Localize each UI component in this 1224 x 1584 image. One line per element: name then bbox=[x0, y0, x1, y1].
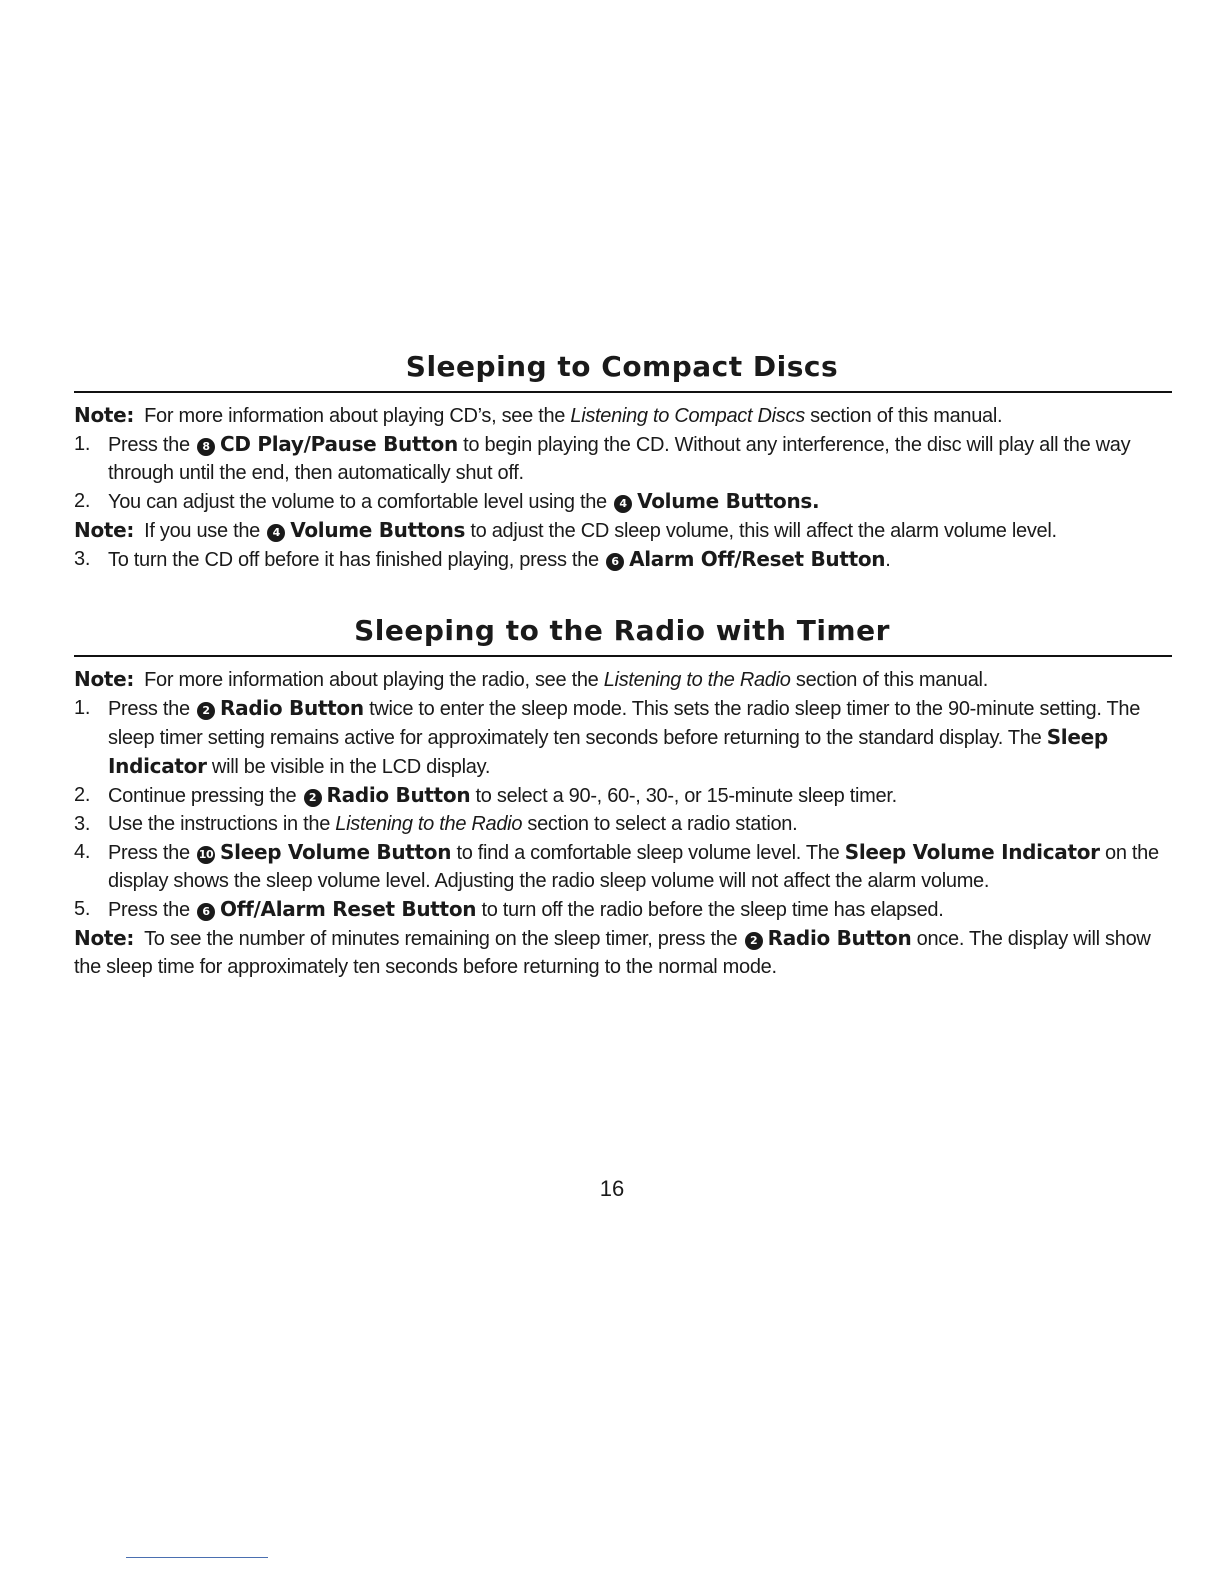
list-item: 4. Press the 10 Sleep Volume Button to find a comfortable sleep volume level. The Sleep Volume Indicator on the display shows the sleep volume level. Adjusting the radio sleep volume will not affect the alarm volume. bbox=[74, 838, 1170, 895]
manual-page bbox=[74, 350, 1170, 1021]
section-sleeping-to-radio bbox=[74, 614, 1170, 981]
list-number: 5. bbox=[74, 898, 91, 920]
note: Note: For more information about playing the radio, see the Listening to the Radio section of this manual. bbox=[74, 667, 988, 691]
indicator-name: Sleep Volume Indicator bbox=[844, 840, 1100, 864]
list-item: 2. You can adjust the volume to a comfortable level using the 4 Volume Buttons. bbox=[74, 487, 1170, 516]
button-number-badge: 8 bbox=[197, 438, 215, 456]
button-name: Off/Alarm Reset Button bbox=[220, 897, 477, 921]
button-number-badge: 6 bbox=[606, 553, 624, 571]
button-name: Radio Button bbox=[220, 696, 364, 720]
button-number-badge: 10 bbox=[197, 846, 215, 864]
list-number: 3. bbox=[74, 813, 91, 835]
note: Note: To see the number of minutes remaining on the sleep timer, press the 2 Radio Button once. The display will show the sleep time for approximately ten seconds before returning to the normal mode. bbox=[74, 926, 1151, 978]
list-item: 3. To turn the CD off before it has finished playing, press the 6 Alarm Off/Reset Button. bbox=[74, 545, 1170, 574]
button-name: Radio Button bbox=[767, 926, 912, 950]
section-title: Sleeping to Compact Discs bbox=[405, 350, 839, 383]
list-number: 3. bbox=[74, 548, 91, 570]
list-item: 3. Use the instructions in the Listening to the Radio section to select a radio station. bbox=[74, 810, 1170, 838]
list-number: 2. bbox=[74, 490, 91, 512]
list-number: 4. bbox=[74, 841, 91, 863]
list-item: 5. Press the 6 Off/Alarm Reset Button to turn off the radio before the sleep time has elapsed. bbox=[74, 895, 1170, 924]
note-label: Note: bbox=[74, 518, 135, 542]
button-number-badge: 4 bbox=[267, 524, 285, 542]
button-name: Volume Buttons bbox=[290, 518, 466, 542]
page-number: 16 bbox=[599, 1176, 625, 1201]
list-number: 1. bbox=[74, 433, 91, 455]
button-number-badge: 2 bbox=[304, 789, 322, 807]
footer-rule bbox=[126, 1557, 268, 1558]
button-number-badge: 6 bbox=[197, 903, 215, 921]
section-sleeping-to-cds bbox=[74, 350, 1170, 574]
cross-reference: Listening to the Radio bbox=[603, 669, 791, 691]
note-label: Note: bbox=[74, 667, 135, 691]
note: Note: If you use the 4 Volume Buttons to adjust the CD sleep volume, this will affect the alarm volume level. bbox=[74, 518, 1057, 542]
button-number-badge: 2 bbox=[745, 932, 763, 950]
list-item: 2. Continue pressing the 2 Radio Button to select a 90-, 60-, 30-, or 15-minute sleep timer. bbox=[74, 781, 1170, 810]
list-item: 1. Press the 8 CD Play/Pause Button to begin playing the CD. Without any interference, the disc will play all the way through until the end, then automatically shut off. bbox=[74, 430, 1170, 487]
cross-reference: Listening to Compact Discs bbox=[570, 405, 805, 427]
list-item: 1. Press the 2 Radio Button twice to enter the sleep mode. This sets the radio sleep timer to the 90-minute setting. The sleep timer setting remains active for approximately ten seconds before returning to the standard display. The Sleep Indicator will be visible in the LCD display. bbox=[74, 694, 1170, 781]
button-number-badge: 2 bbox=[197, 702, 215, 720]
section-title: Sleeping to the Radio with Timer bbox=[354, 614, 890, 647]
note: Note: For more information about playing CD’s, see the Listening to Compact Discs section of this manual. bbox=[74, 403, 1003, 427]
button-name: CD Play/Pause Button bbox=[220, 432, 458, 456]
note-label: Note: bbox=[74, 926, 135, 950]
list-number: 2. bbox=[74, 784, 91, 806]
button-name: Alarm Off/Reset Button bbox=[629, 547, 886, 571]
cross-reference: Listening to the Radio bbox=[335, 813, 523, 835]
button-number-badge: 4 bbox=[614, 495, 632, 513]
button-name: Radio Button bbox=[326, 783, 471, 807]
indicator-name: Sleep Indicator bbox=[108, 725, 1108, 778]
note-label: Note: bbox=[74, 403, 135, 427]
button-name: Sleep Volume Button bbox=[220, 840, 452, 864]
button-name: Volume Buttons. bbox=[637, 489, 820, 513]
list-number: 1. bbox=[74, 697, 91, 719]
